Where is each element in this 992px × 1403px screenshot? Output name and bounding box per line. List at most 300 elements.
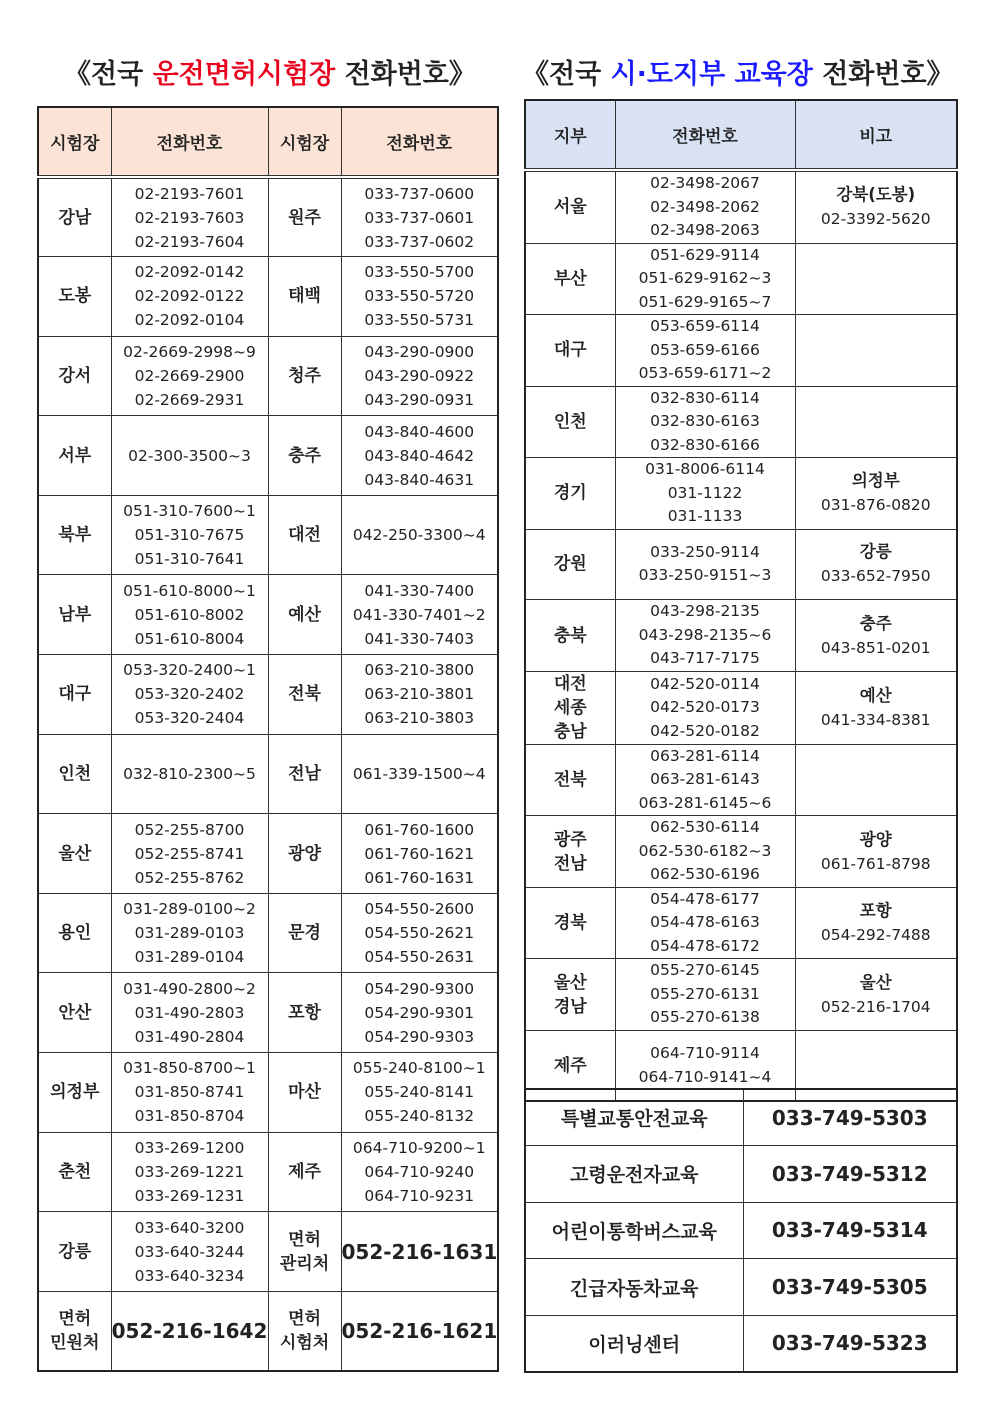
phone-cell-line: 053-659-6171~2 (638, 364, 772, 382)
phone-cell (341, 655, 498, 735)
phone-cell-line: 051-629-9114 (650, 245, 760, 264)
phone-cell (111, 495, 268, 575)
phone-cell-line: 061-339-1500~4 (352, 764, 486, 783)
phone-cell-line: 033-640-3244 (134, 1242, 245, 1261)
test-center-name-text: 북부 (58, 525, 92, 546)
table-row (525, 315, 957, 387)
phone-cell-line: 02-2092-0122 (134, 287, 245, 306)
phone-cell (341, 893, 498, 973)
title-prefix: 《전국 (64, 59, 144, 90)
phone-cell (615, 744, 795, 816)
phone-cell-line: 063-281-6143 (650, 770, 760, 789)
phone-cell-line: 031-490-2804 (134, 1027, 245, 1046)
phone-cell-line: 033-269-1200 (134, 1138, 245, 1157)
phone-cell-line: 033-640-3234 (134, 1266, 245, 1285)
phone-cell-line: 041-330-7401~2 (352, 605, 486, 624)
test-center-name-text: 청주 (288, 365, 321, 386)
test-center-name (38, 416, 111, 496)
test-center-name (268, 1053, 341, 1133)
phone-cell-line: 063-210-3801 (364, 685, 475, 704)
test-center-name-text: 서부 (58, 445, 92, 466)
note-cell (795, 170, 957, 243)
phone-cell (615, 816, 795, 888)
phone-cell-line: 064-710-9141~4 (638, 1067, 772, 1086)
phone-cell-line: 052-255-8762 (134, 868, 245, 887)
phone-cell (615, 600, 795, 672)
table-row (38, 655, 498, 735)
test-center-name-text: 포항 (288, 1002, 321, 1023)
branch-name (525, 600, 615, 672)
phone-cell-line: 02-3498-2067 (650, 174, 760, 192)
phone-cell-line: 031-1122 (667, 483, 743, 502)
test-center-name-text: 춘천 (58, 1161, 92, 1182)
phone-cell (341, 1053, 498, 1133)
education-phone: 033-749-5305 (743, 1259, 957, 1316)
phone-cell-line: 043-840-4600 (364, 422, 475, 441)
note-name: 충주 (859, 613, 892, 633)
note-phone: 041-334-8381 (820, 710, 931, 729)
table-row (38, 336, 498, 416)
education-name: 이러닝센터 (525, 1315, 743, 1372)
phone-cell-line: 042-520-0182 (650, 721, 760, 740)
phone-cell-line: 02-2092-0142 (134, 263, 245, 282)
note-cell (795, 386, 957, 458)
test-center-name (38, 177, 111, 257)
table-row (38, 814, 498, 894)
header-branch: 지부 (525, 100, 615, 170)
phone-cell (111, 1212, 268, 1292)
education-name: 고령운전자교육 (525, 1146, 743, 1203)
test-center-name (268, 495, 341, 575)
phone-cell (111, 416, 268, 496)
phone-cell-line: 043-840-4631 (364, 470, 475, 489)
phone-cell (615, 959, 795, 1031)
phone-cell (111, 734, 268, 814)
phone-cell (341, 416, 498, 496)
phone-cell-line: 033-737-0600 (364, 184, 475, 203)
phone-cell-line: 052-255-8741 (134, 844, 245, 863)
phone-cell-line: 064-710-9114 (650, 1044, 760, 1063)
phone-cell-line: 02-2193-7603 (134, 208, 245, 227)
phone-cell (341, 575, 498, 655)
phone-cell-line: 055-270-6131 (650, 984, 760, 1003)
test-center-name-text: 면허 민원처 (50, 1308, 100, 1353)
phone-cell (615, 243, 795, 315)
test-center-name-text: 남부 (58, 604, 92, 625)
note-name: 의정부 (851, 471, 900, 491)
table-row (525, 1259, 957, 1316)
note-phone: 054-292-7488 (820, 926, 931, 945)
phone-cell-line: 043-290-0922 (364, 366, 475, 385)
table-row (525, 887, 957, 959)
phone-cell-line: 063-281-6114 (650, 746, 760, 765)
title-driving-test-centers (64, 52, 476, 91)
phone-cell-line: 052-255-8700 (134, 820, 245, 839)
phone-cell (111, 814, 268, 894)
test-center-name-text: 마산 (288, 1082, 321, 1103)
test-center-name-text: 문경 (288, 923, 321, 944)
phone-cell-line: 055-240-8132 (364, 1107, 475, 1126)
table-row (525, 458, 957, 530)
phone-cell-line: 055-270-6138 (650, 1008, 760, 1027)
phone-cell-line: 033-640-3200 (134, 1218, 245, 1237)
phone-cell-line: 053-320-2404 (134, 709, 245, 728)
education-name: 어린이통학버스교육 (525, 1202, 743, 1259)
education-table (524, 1088, 958, 1373)
education-phone: 033-749-5314 (743, 1202, 957, 1259)
test-center-name-text: 제주 (288, 1161, 321, 1182)
test-center-name-text: 광양 (288, 843, 321, 864)
phone-cell (341, 1291, 498, 1371)
phone-cell (341, 814, 498, 894)
branch-name-text: 서울 (553, 197, 587, 218)
phone-cell-line: 02-2092-0104 (134, 311, 245, 330)
test-center-name (38, 495, 111, 575)
title-branch-education-centers (522, 52, 954, 91)
phone-cell-line: 051-310-7675 (134, 526, 245, 545)
branch-name (525, 529, 615, 600)
phone-cell (341, 495, 498, 575)
phone-cell (111, 655, 268, 735)
phone-cell-line: 033-550-5700 (364, 263, 475, 282)
phone-cell-line: 033-250-9151~3 (638, 566, 772, 585)
branch-name (525, 887, 615, 959)
phone-cell-line: 052-216-1642 (111, 1318, 268, 1343)
phone-cell (111, 893, 268, 973)
phone-cell-line: 051-310-7641 (134, 550, 245, 569)
title-prefix: 《전국 (522, 59, 602, 90)
note-cell (795, 243, 957, 315)
phone-cell-line: 031-289-0104 (134, 948, 245, 967)
test-center-name (268, 1132, 341, 1212)
test-center-name (38, 973, 111, 1053)
phone-cell (341, 1132, 498, 1212)
branch-name-text: 부산 (553, 268, 587, 289)
test-center-name-text: 도봉 (58, 286, 92, 307)
phone-cell-line: 042-520-0114 (650, 674, 760, 693)
branch-name-text: 대전 세종 충남 (553, 673, 587, 742)
test-center-name (268, 814, 341, 894)
table-row (525, 1315, 957, 1372)
table-row (525, 816, 957, 888)
header-test-center: 시험장 (38, 107, 111, 177)
test-center-name-text: 인천 (58, 763, 92, 784)
branch-name-text: 경북 (553, 913, 587, 934)
phone-cell-line: 043-717-7175 (650, 649, 760, 668)
note-cell (795, 816, 957, 888)
phone-cell-line: 064-710-9200~1 (352, 1138, 486, 1157)
test-center-name (268, 734, 341, 814)
phone-cell-line: 043-290-0931 (364, 390, 475, 409)
education-name: 특별교통안전교육 (525, 1089, 743, 1146)
phone-cell-line: 02-3498-2062 (650, 197, 760, 216)
table-row (525, 600, 957, 672)
phone-cell-line: 032-810-2300~5 (123, 764, 256, 783)
phone-cell-line: 053-320-2402 (134, 685, 245, 704)
phone-cell (341, 973, 498, 1053)
phone-cell-line: 051-610-8004 (134, 629, 245, 648)
test-center-name (38, 655, 111, 735)
test-center-name (268, 257, 341, 337)
table-row (525, 243, 957, 315)
test-center-name-text: 강릉 (58, 1241, 92, 1262)
table-row (38, 177, 498, 257)
phone-cell-line: 032-830-6163 (650, 412, 760, 430)
note-phone: 033-652-7950 (820, 567, 931, 586)
test-center-name (268, 1291, 341, 1371)
note-cell (795, 671, 957, 744)
table-row (525, 1202, 957, 1259)
test-center-name-text: 강남 (58, 207, 92, 228)
phone-cell-line: 042-520-0173 (650, 698, 760, 717)
note-cell (795, 744, 957, 816)
test-center-name-text: 전남 (288, 763, 321, 784)
test-center-name (268, 177, 341, 257)
table-row (38, 575, 498, 655)
phone-cell-line: 031-850-8700~1 (123, 1059, 256, 1078)
phone-cell (615, 887, 795, 959)
phone-cell (615, 170, 795, 243)
note-cell (795, 959, 957, 1031)
table-row (38, 1053, 498, 1133)
header-phone: 전화번호 (111, 107, 268, 177)
table-header-row (38, 107, 498, 177)
branch-name (525, 170, 615, 243)
test-center-name-text: 원주 (288, 207, 321, 228)
table-row (525, 671, 957, 744)
phone-cell (615, 386, 795, 458)
phone-cell-line: 041-330-7403 (364, 629, 475, 648)
test-center-name (268, 655, 341, 735)
phone-cell-line: 054-478-6172 (650, 936, 760, 955)
test-center-name (38, 575, 111, 655)
phone-cell-line: 031-8006-6114 (645, 460, 765, 478)
branch-name (525, 315, 615, 387)
phone-cell-line: 033-550-5720 (364, 287, 475, 306)
test-center-name (268, 575, 341, 655)
phone-cell-line: 033-250-9114 (650, 542, 760, 561)
education-name: 긴급자동차교육 (525, 1259, 743, 1316)
phone-cell (341, 1212, 498, 1292)
phone-cell-line: 053-659-6166 (650, 340, 760, 359)
test-center-name-text: 의정부 (50, 1082, 100, 1103)
test-center-name (38, 1132, 111, 1212)
test-center-name (38, 1212, 111, 1292)
branch-name-text: 제주 (553, 1055, 587, 1076)
branch-name-text: 충북 (553, 625, 587, 646)
phone-cell-line: 054-478-6163 (650, 913, 760, 932)
phone-cell-line: 02-2669-2998~9 (123, 342, 256, 361)
phone-cell-line: 051-610-8002 (134, 605, 245, 624)
table-row (38, 495, 498, 575)
phone-cell-line: 02-2669-2900 (134, 366, 245, 385)
phone-cell-line: 062-530-6182~3 (638, 841, 772, 860)
test-center-name-text: 대구 (58, 684, 92, 705)
phone-cell-line: 033-269-1231 (134, 1186, 245, 1205)
phone-cell-line: 052-216-1631 (341, 1239, 498, 1264)
phone-cell-line: 055-240-8100~1 (352, 1059, 486, 1078)
test-center-name-text: 울산 (58, 843, 92, 864)
branch-name-text: 강원 (553, 554, 587, 575)
branch-name (525, 816, 615, 888)
phone-cell-line: 02-2193-7604 (134, 232, 245, 251)
note-name: 예산 (859, 685, 892, 705)
table-row (38, 416, 498, 496)
phone-cell-line: 061-760-1621 (364, 844, 475, 863)
note-phone: 031-876-0820 (820, 496, 931, 515)
test-center-name (38, 893, 111, 973)
branch-name (525, 959, 615, 1031)
phone-cell (111, 973, 268, 1053)
phone-cell-line: 063-210-3800 (364, 661, 475, 680)
test-center-name (268, 336, 341, 416)
branch-name-text: 전북 (553, 770, 587, 791)
branch-name-text: 경기 (553, 483, 587, 504)
phone-cell (111, 257, 268, 337)
phone-cell-line: 061-760-1631 (364, 868, 475, 887)
table-row (38, 1132, 498, 1212)
phone-cell-line: 031-490-2800~2 (123, 979, 256, 998)
branch-name (525, 671, 615, 744)
branch-name-text: 광주 전남 (553, 829, 587, 874)
title-suffix: 전화번호》 (344, 59, 476, 90)
test-center-name (268, 893, 341, 973)
phone-cell (111, 336, 268, 416)
phone-cell-line: 02-300-3500~3 (128, 446, 251, 465)
phone-cell-line: 051-629-9162~3 (638, 269, 772, 287)
branch-name (525, 243, 615, 315)
note-cell (795, 458, 957, 530)
phone-cell (111, 1132, 268, 1212)
phone-cell-line: 031-850-8704 (134, 1107, 245, 1126)
phone-cell-line: 054-290-9303 (364, 1027, 475, 1046)
note-name: 강북(도봉) (836, 185, 916, 205)
phone-cell-line: 054-290-9300 (364, 979, 475, 998)
phone-cell-line: 062-530-6114 (650, 818, 760, 837)
phone-cell-line: 054-550-2621 (364, 924, 475, 943)
test-center-name (38, 814, 111, 894)
phone-cell-line: 031-1133 (667, 507, 743, 525)
test-center-name-text: 대전 (288, 525, 321, 546)
phone-cell-line: 051-610-8000~1 (123, 581, 256, 600)
branch-name (525, 458, 615, 530)
test-center-name-text: 용인 (58, 923, 92, 944)
education-phone: 033-749-5312 (743, 1146, 957, 1203)
phone-cell (341, 734, 498, 814)
phone-cell (615, 315, 795, 387)
phone-cell (111, 1291, 268, 1371)
branch-table (524, 99, 958, 1102)
phone-cell-line: 054-290-9301 (364, 1003, 475, 1022)
note-phone: 043-851-0201 (820, 638, 931, 657)
phone-cell-line: 043-840-4642 (364, 446, 475, 465)
phone-cell-line: 063-210-3803 (364, 709, 475, 728)
table-row (525, 170, 957, 243)
test-center-name-text: 안산 (58, 1002, 92, 1023)
phone-cell (111, 575, 268, 655)
test-center-table (37, 106, 499, 1372)
table-row (525, 1089, 957, 1146)
test-center-name (268, 416, 341, 496)
phone-cell-line: 032-830-6114 (650, 388, 760, 407)
phone-cell-line: 054-550-2631 (364, 948, 475, 967)
phone-cell-line: 053-659-6114 (650, 317, 760, 335)
test-center-name (38, 734, 111, 814)
phone-cell-line: 061-760-1600 (364, 820, 475, 839)
phone-cell-line: 043-298-2135~6 (638, 625, 772, 644)
header-phone: 전화번호 (341, 107, 498, 177)
table-header-row (525, 100, 957, 170)
note-name: 포항 (859, 901, 892, 921)
test-center-name-text: 태백 (288, 286, 321, 307)
title-highlight: 운전면허시험장 (152, 59, 336, 90)
table-row (525, 1146, 957, 1203)
phone-cell-line: 031-289-0100~2 (123, 900, 256, 919)
note-cell (795, 600, 957, 672)
branch-name (525, 386, 615, 458)
phone-cell-line: 033-269-1221 (134, 1162, 245, 1181)
phone-cell-line: 053-320-2400~1 (123, 661, 256, 680)
phone-cell-line: 033-737-0601 (364, 208, 475, 227)
phone-cell-line: 043-290-0900 (364, 342, 475, 361)
table-row (38, 893, 498, 973)
header-note: 비고 (795, 100, 957, 170)
phone-cell-line: 031-289-0103 (134, 924, 245, 943)
phone-cell-line: 051-310-7600~1 (123, 502, 256, 521)
phone-cell (341, 336, 498, 416)
education-phone: 033-749-5323 (743, 1315, 957, 1372)
phone-cell-line: 032-830-6166 (650, 435, 760, 454)
phone-cell-line: 052-216-1621 (341, 1318, 498, 1343)
phone-cell-line: 042-250-3300~4 (352, 526, 486, 545)
table-row (525, 744, 957, 816)
phone-cell-line: 033-737-0602 (364, 232, 475, 251)
phone-cell (615, 529, 795, 600)
test-center-name (38, 336, 111, 416)
note-cell (795, 887, 957, 959)
test-center-name-text: 전북 (288, 684, 321, 705)
title-highlight: 시·도지부 교육장 (610, 59, 813, 90)
table-row (525, 529, 957, 600)
test-center-name-text: 면허 시험처 (279, 1308, 330, 1353)
phone-cell-line: 051-629-9165~7 (638, 292, 772, 311)
phone-cell-line: 064-710-9240 (364, 1162, 475, 1181)
phone-cell-line: 02-2193-7601 (134, 184, 245, 203)
phone-cell (615, 458, 795, 530)
phone-cell-line: 043-298-2135 (650, 602, 760, 621)
phone-cell (111, 1053, 268, 1133)
test-center-name-text: 강서 (58, 365, 92, 386)
phone-cell-line: 055-270-6145 (650, 961, 760, 980)
education-phone: 033-749-5303 (743, 1089, 957, 1146)
table-row (38, 1212, 498, 1292)
test-center-name (38, 257, 111, 337)
test-center-name (38, 1291, 111, 1371)
branch-name-text: 울산 경남 (553, 972, 587, 1017)
table-row (38, 257, 498, 337)
title-suffix: 전화번호》 (822, 59, 954, 90)
note-name: 울산 (859, 972, 892, 992)
test-center-name-text: 예산 (288, 604, 321, 625)
phone-cell (111, 177, 268, 257)
branch-name-text: 인천 (553, 411, 587, 432)
branch-name-text: 대구 (553, 340, 587, 361)
table-row (525, 386, 957, 458)
test-center-name (268, 1212, 341, 1292)
table-row (38, 1291, 498, 1371)
phone-cell (615, 671, 795, 744)
test-center-name (268, 973, 341, 1053)
